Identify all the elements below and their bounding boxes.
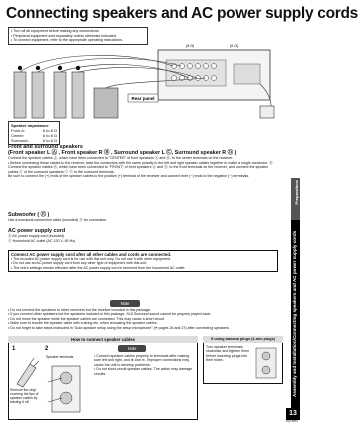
impedance-row	[11, 138, 57, 143]
important-heading: Connect AC power supply cord after all other cables and cords are connected.	[11, 252, 172, 257]
ac-power-heading: AC power supply cord	[8, 228, 66, 234]
top-note: • Turn off all equipment before making any connections.	[11, 29, 100, 33]
impedance-row-value: 6 to 8 Ω	[42, 138, 57, 143]
important-line: • The included AC power supply cord is for use with this unit only. Do not use it with other equipment.	[11, 257, 171, 261]
note-section	[8, 308, 278, 330]
household-ac-outlet	[260, 106, 274, 118]
howto-step-2: 2	[45, 346, 49, 352]
ac-power-item: Ⓕ Household AC outlet (AC 120 V, 60 Hz)	[8, 238, 76, 243]
top-note: • Peripheral equipment sold separately unless otherwise indicated.	[11, 33, 117, 38]
ac-power-item: Ⓔ AC power supply cord (included)	[8, 234, 65, 239]
speaker-front-right	[32, 72, 44, 118]
top-note: • To connect equipment, refer to the appropriate operating instructions.	[11, 38, 124, 43]
banana-plug-heading: If using banana plugs (4-mm plugs)	[203, 336, 283, 343]
ac-power-section	[8, 228, 278, 243]
important-line: • Do not use an AC power supply cord from any other type of equipment with this unit.	[11, 261, 148, 266]
front-surround-paragraph: Connect the speaker cables Ⓐ, which have been connected to "CENTER" of front speakers Ⓐ and Ⓑ, to the center terminals on the receiver.	[8, 156, 234, 161]
sidebar-section-title: Assembly and Installation/Connecting speakers and AC power supply cords	[292, 230, 297, 398]
note-line: • Do not forget to take steps instructed in "Auto speaker setup using the setup microphone" (➡ pages 26 and 27) after connecting speakers.	[8, 325, 230, 330]
impedance-right-label: (6 Ω)	[230, 44, 239, 48]
howto-note-tag: Note	[118, 345, 146, 352]
impedance-row-label: Surround:	[11, 138, 29, 143]
howto-notes	[94, 354, 196, 376]
note-line: • Do not move the speaker while the speaker cables are connected. This may cause a short circuit.	[8, 316, 166, 321]
rear-panel-label: Rear panel	[131, 96, 155, 101]
note-line: • If you connect other speakers but the speakers included in this package, SL5 Surround sound cannot be properly played back.	[8, 312, 212, 317]
subwoofer	[94, 88, 118, 118]
important-line: • The unit's settings remain effective after the AC power supply cord is removed from the household AC outlet.	[11, 265, 186, 270]
subwoofer-section	[8, 212, 278, 223]
subwoofer-heading: Subwoofer ( Ⓔ )	[8, 212, 50, 218]
front-surround-heading: Front and surround speakers	[8, 144, 83, 150]
subwoofer-text: Use a monaural connection cable (included) Ⓓ for connection.	[8, 218, 108, 223]
front-surround-subheading: (Front speaker L Ⓐ , Front speaker R Ⓑ , Surround speaker L Ⓒ, Surround speaker R Ⓓ )	[8, 150, 237, 157]
impedance-row-value: 6 to 8 Ω	[42, 128, 57, 133]
note-line: • Make sure to bundle the speaker cable with a string etc. when relocating the speaker cables.	[8, 321, 158, 326]
speaker-terminal-illustration	[48, 362, 88, 416]
page-title: Connecting speakers and AC power supply cords	[6, 5, 358, 22]
front-surround-paragraph: • Before connecting these cables to the receiver, twist the conductors with the same polarity in the left and right speaker cables together to make a single conductor. Ⓑ	[8, 160, 273, 165]
speaker-front-left	[14, 72, 26, 118]
sidebar-tab-label: Preparations	[294, 180, 299, 205]
connection-diagram	[8, 42, 280, 120]
important-box	[8, 250, 278, 272]
impedance-left-label: (8 Ω)	[186, 44, 195, 48]
cable-strip-illustration	[14, 356, 44, 388]
front-surround-section	[8, 144, 278, 178]
speaker-terminals-label: Speaker terminals	[46, 355, 74, 359]
front-surround-paragraph: Be sure to connect the (+) ends of the speaker cables to the positive (+) terminal of the receiver and connect their (−) ends to the negative (−) terminals.	[8, 174, 250, 179]
howto-note-line: • Do not short-circuit speaker cables. The action may damage circuits.	[94, 367, 193, 376]
speaker-surround-left	[54, 72, 66, 118]
impedance-row-value: 6 to 8 Ω	[42, 133, 57, 138]
speaker-impedance-table	[8, 121, 60, 145]
impedance-row-label: Center:	[11, 133, 25, 138]
speaker-surround-right	[72, 72, 84, 118]
banana-plug-illustration	[254, 344, 280, 382]
banana-plug-text: Turn speaker terminals clockwise and tighten them before inserting plugs into their holes.	[206, 345, 250, 363]
front-surround-paragraph: Connect the speaker cables Ⓑ, which have been connected to "FRONT" of front speakers Ⓐ and Ⓑ, to the front terminals on the receiver, and connect the speaker cables Ⓒ of the surround speakers Ⓒ Ⓓ to the surround terminals.	[8, 165, 269, 174]
page-number: 13	[286, 408, 300, 420]
note-line: • Do not connect the speakers to other receivers but the receiver included in this package.	[8, 308, 151, 312]
howto-heading: How to connect speaker cables	[8, 336, 198, 343]
impedance-row-label: Front A:	[11, 128, 26, 133]
page-code: RQT8854	[285, 419, 298, 423]
howto-step-1: 1	[12, 346, 16, 352]
note-tag: Note	[110, 300, 140, 307]
howto-step-1-text: Remove the vinyl covering the tips of speaker cables by twisting it off.	[10, 388, 39, 404]
impedance-title: Speaker impedance	[11, 123, 49, 128]
howto-note-line: • Connect speaker cables properly to terminals after making sure left and right, and ⊕ and ⊖. Improper connections may cause the unit to develop problems.	[94, 354, 190, 367]
